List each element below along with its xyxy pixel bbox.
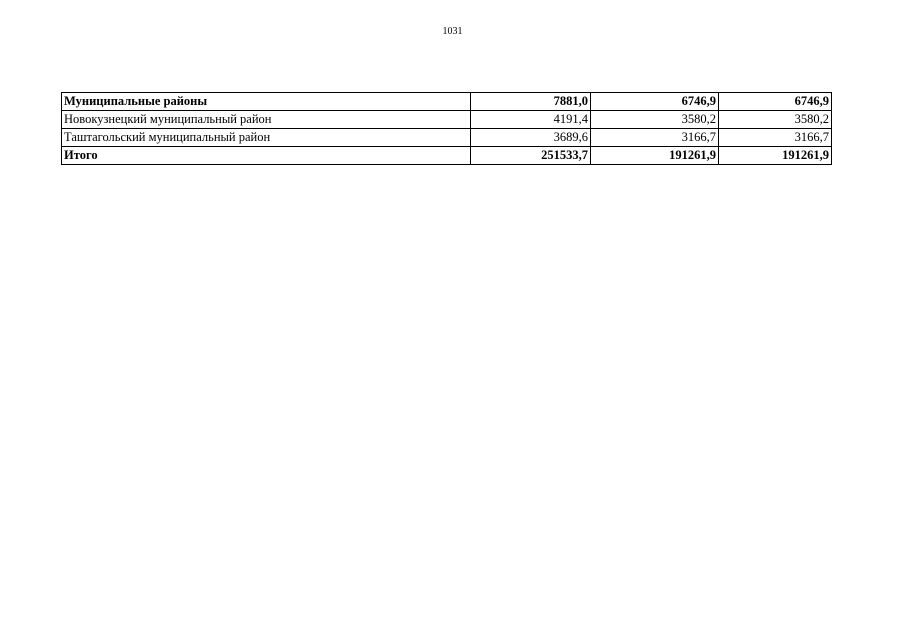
row-name-cell: Итого <box>62 147 471 165</box>
value-cell-2: 3166,7 <box>591 129 719 147</box>
page-number: 1031 <box>442 26 463 37</box>
table-row-tashtagol <box>62 129 832 147</box>
row-name-cell: Новокузнецкий муниципальный район <box>62 111 471 129</box>
value-cell-3: 3580,2 <box>719 111 832 129</box>
value-cell-3: 3166,7 <box>719 129 832 147</box>
table-row-total <box>62 147 832 165</box>
value-cell-1: 251533,7 <box>471 147 591 165</box>
value-cell-2: 6746,9 <box>591 93 719 111</box>
value-cell-1: 7881,0 <box>471 93 591 111</box>
row-name-cell: Муниципальные районы <box>62 93 471 111</box>
value-cell-2: 3580,2 <box>591 111 719 129</box>
row-name-cell: Таштагольский муниципальный район <box>62 129 471 147</box>
table-row-municipal-districts <box>62 93 832 111</box>
value-cell-3: 6746,9 <box>719 93 832 111</box>
table-row-novokuznetsk <box>62 111 832 129</box>
value-cell-3: 191261,9 <box>719 147 832 165</box>
value-cell-1: 3689,6 <box>471 129 591 147</box>
value-cell-1: 4191,4 <box>471 111 591 129</box>
budget-table <box>61 92 832 165</box>
value-cell-2: 191261,9 <box>591 147 719 165</box>
